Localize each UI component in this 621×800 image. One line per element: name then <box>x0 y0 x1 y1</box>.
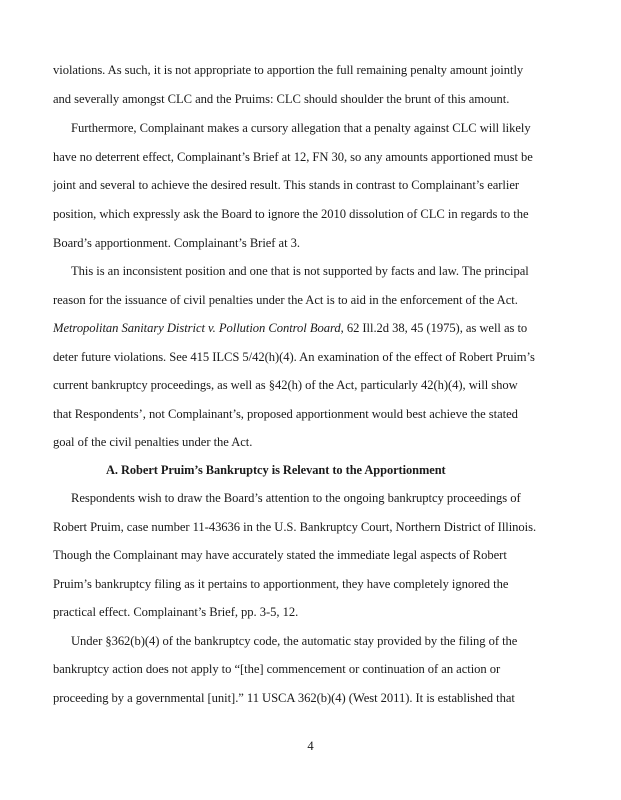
body-line-9: reason for the issuance of civil penalties under the Act is to aid in the enforcement of the Act. <box>53 293 518 307</box>
body-line-11: deter future violations. See 415 ILCS 5/42(h)(4). An examination of the effect of Robert Pruim’s <box>53 350 535 364</box>
body-line-17: Though the Complainant may have accurately stated the immediate legal aspects of Robert <box>53 548 507 562</box>
body-line-16: Robert Pruim, case number 11-43636 in the U.S. Bankruptcy Court, Northern District of Illinois. <box>53 520 537 534</box>
body-line-20: Under §362(b)(4) of the bankruptcy code, the automatic stay provided by the filing of the <box>71 634 518 648</box>
body-line-13: that Respondents’, not Complainant’s, proposed apportionment would best achieve the stated <box>53 407 518 421</box>
body-line-4: have no deterrent effect, Complainant’s Brief at 12, FN 30, so any amounts apportioned must be <box>53 150 533 164</box>
body-line-22: proceeding by a governmental [unit].” 11 USCA 362(b)(4) (West 2011). It is established that <box>53 691 515 705</box>
body-line-2: and severally amongst CLC and the Pruims: CLC should shoulder the brunt of this amount. <box>53 92 510 106</box>
body-line-10 <box>53 320 527 336</box>
body-line-21: bankruptcy action does not apply to “[the] commencement or continuation of an action or <box>53 662 501 676</box>
body-line-14: goal of the civil penalties under the Act. <box>53 435 253 449</box>
body-line-12: current bankruptcy proceedings, as well as §42(h) of the Act, particularly 42(h)(4), will show <box>53 378 518 392</box>
body-line-7: Board’s apportionment. Complainant’s Brief at 3. <box>53 236 300 250</box>
case-citation-italic: Metropolitan Sanitary District v. Pollution Control Board <box>53 321 341 335</box>
body-line-5: joint and several to achieve the desired result. This stands in contrast to Complainant’s earlier <box>53 178 520 192</box>
section-heading: A. Robert Pruim’s Bankruptcy is Relevant to the Apportionment <box>106 463 446 477</box>
body-line-6: position, which expressly ask the Board to ignore the 2010 dissolution of CLC in regards to the <box>53 207 529 221</box>
page-number: 4 <box>307 739 314 753</box>
body-line-18: Pruim’s bankruptcy filing as it pertains to apportionment, they have completely ignored the <box>53 577 509 591</box>
body-line-19: practical effect. Complainant’s Brief, pp. 3-5, 12. <box>53 605 299 619</box>
body-line-1: violations. As such, it is not appropriate to apportion the full remaining penalty amount jointly <box>53 63 524 77</box>
body-line-3: Furthermore, Complainant makes a cursory allegation that a penalty against CLC will likely <box>71 121 531 135</box>
body-line-8: This is an inconsistent position and one that is not supported by facts and law. The principal <box>71 264 529 278</box>
case-citation-rest: , 62 Ill.2d 38, 45 (1975), as well as to <box>340 321 528 335</box>
body-line-15: Respondents wish to draw the Board’s attention to the ongoing bankruptcy proceedings of <box>71 491 521 505</box>
